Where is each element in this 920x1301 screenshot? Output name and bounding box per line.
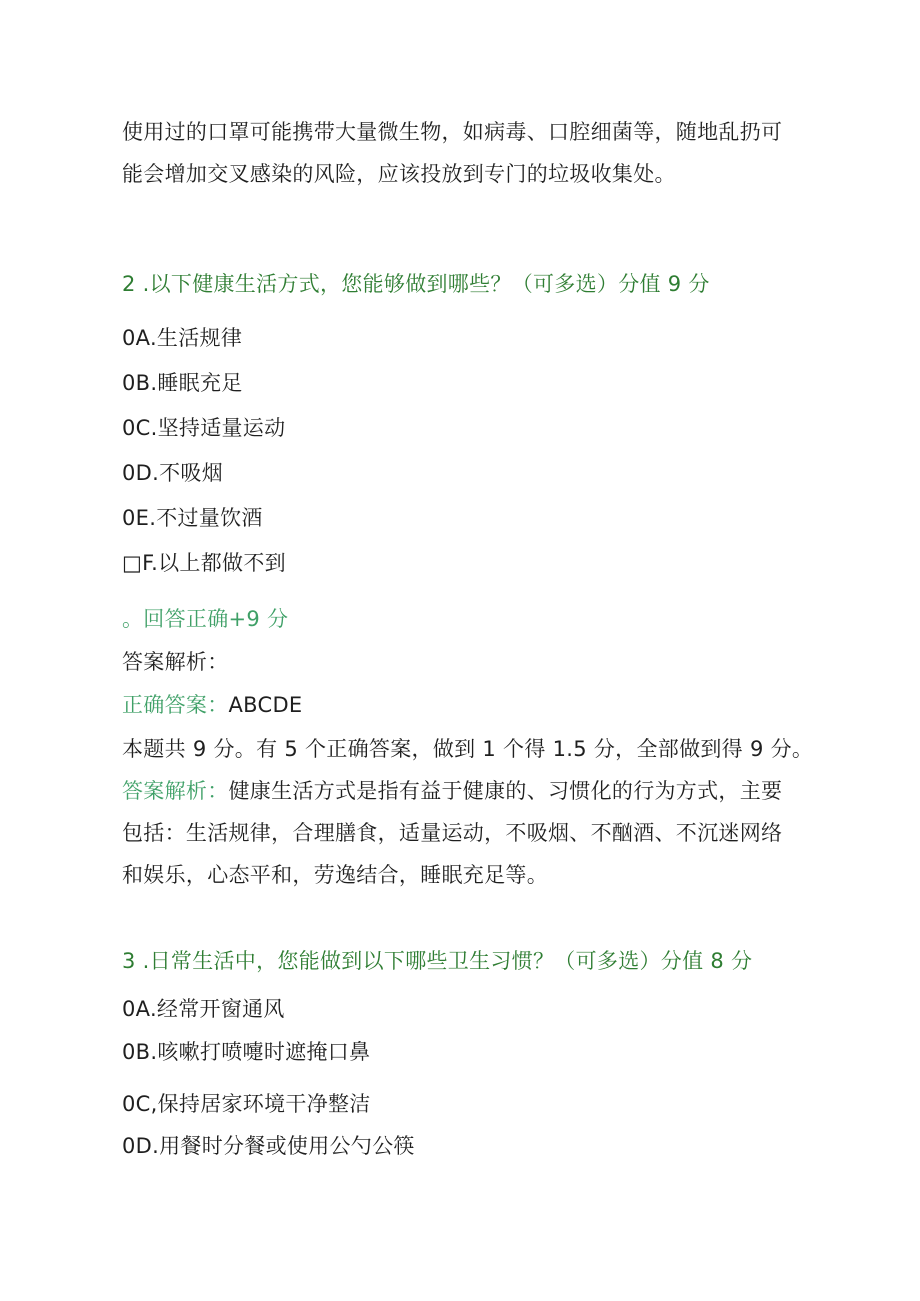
q3-option-c[interactable]: 0C,保持居家环境干净整洁 [122, 1092, 371, 1116]
intro-line-1: 使用过的口罩可能携带大量微生物，如病毒、口腔细菌等，随地乱扔可 [122, 120, 783, 144]
q3-option-d[interactable]: 0D.用餐时分餐或使用公勺公筷 [122, 1134, 415, 1158]
q2-option-b[interactable]: 0B.睡眠充足 [122, 371, 243, 395]
explanation-label: 答案解析： [122, 779, 229, 803]
q2-option-a[interactable]: 0A.生活规律 [122, 326, 243, 350]
q2-option-c[interactable]: 0C.坚持适量运动 [122, 416, 286, 440]
q3-option-b[interactable]: 0B.咳嗽打喷嚏时遮掩口鼻 [122, 1040, 371, 1064]
q2-explanation-line-3: 和娱乐，心态平和，劳逸结合，睡眠充足等。 [122, 863, 548, 887]
question-3-title: 3 .日常生活中，您能做到以下哪些卫生习惯？（可多选）分值 8 分 [122, 949, 753, 973]
intro-line-2: 能会增加交叉感染的风险，应该投放到专门的垃圾收集处。 [122, 162, 676, 186]
q2-option-f[interactable]: □F.以上都做不到 [122, 551, 286, 575]
explanation-text: 健康生活方式是指有益于健康的、习惯化的行为方式，主要 [228, 779, 783, 803]
q2-analysis-heading: 答案解析： [122, 650, 229, 674]
q2-result: 。回答正确+9 分 [122, 607, 289, 631]
correct-answer-label: 正确答案： [122, 693, 229, 717]
q2-explanation-line-2: 包括：生活规律，合理膳食，适量运动，不吸烟、不酗酒、不沉迷网络 [122, 821, 783, 845]
q2-correct-answer [122, 691, 303, 719]
q3-option-a[interactable]: 0A.经常开窗通风 [122, 997, 285, 1021]
q2-explanation-line-1 [122, 777, 782, 805]
correct-answer-value: ABCDE [228, 693, 303, 717]
question-2-title: 2 .以下健康生活方式，您能够做到哪些？（可多选）分值 9 分 [122, 272, 710, 296]
q2-option-e[interactable]: 0E.不过量饮酒 [122, 506, 263, 530]
q2-scoring: 本题共 9 分。有 5 个正确答案，做到 1 个得 1.5 分，全部做到得 9 分。 [122, 737, 814, 761]
q2-option-d[interactable]: 0D.不吸烟 [122, 461, 224, 485]
